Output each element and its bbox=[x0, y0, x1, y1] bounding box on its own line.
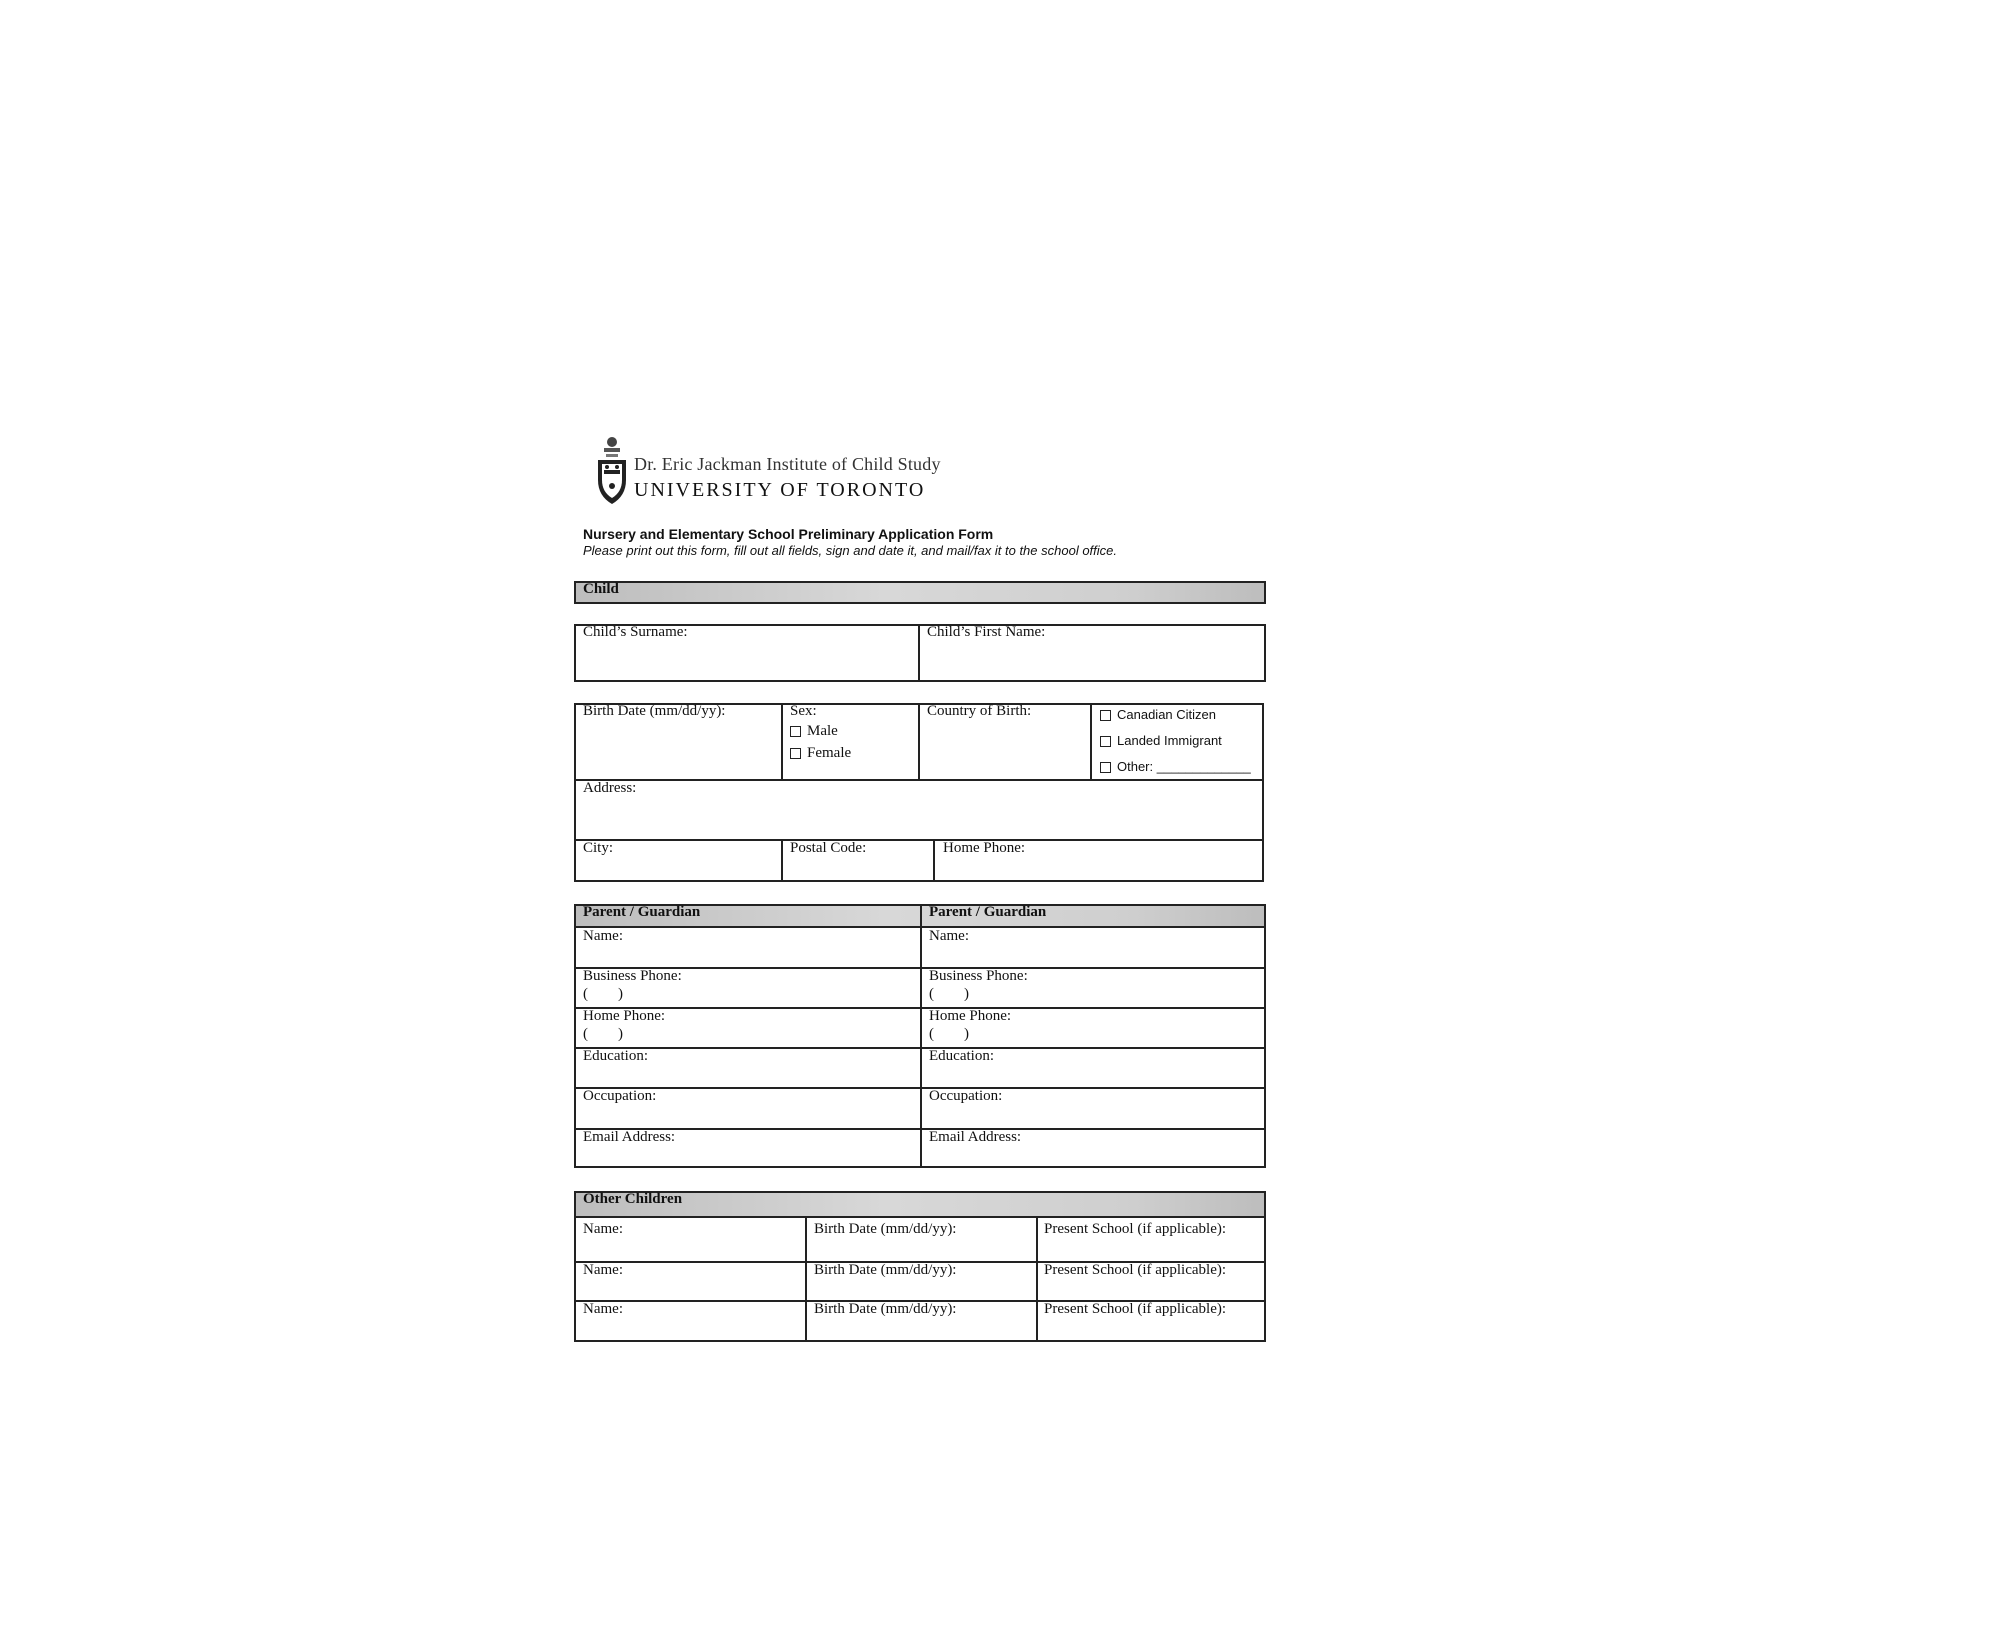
university-name: UNIVERSITY OF TORONTO bbox=[634, 479, 926, 501]
parent2-header: Parent / Guardian bbox=[929, 904, 1047, 920]
other-child2-school-field[interactable]: Present School (if applicable): bbox=[1044, 1262, 1227, 1278]
checkbox-icon[interactable] bbox=[790, 726, 801, 737]
other-child1-birth-date-field[interactable]: Birth Date (mm/dd/yy): bbox=[814, 1221, 957, 1237]
sex-female-option[interactable] bbox=[790, 745, 851, 762]
child-birth-date-field[interactable]: Birth Date (mm/dd/yy): bbox=[583, 703, 726, 719]
parent1-occupation-field[interactable]: Occupation: bbox=[583, 1088, 657, 1104]
parent2-business-area-code: ( ) bbox=[929, 986, 969, 1002]
checkbox-icon[interactable] bbox=[1100, 762, 1111, 773]
child-first-name-field[interactable]: Child’s First Name: bbox=[927, 624, 1046, 640]
canadian-citizen-option[interactable] bbox=[1100, 707, 1216, 722]
parent2-email-field[interactable]: Email Address: bbox=[929, 1129, 1022, 1145]
parent1-home-area-code: ( ) bbox=[583, 1026, 623, 1042]
other-child2-name-field[interactable]: Name: bbox=[583, 1262, 623, 1278]
other-child3-school-field[interactable]: Present School (if applicable): bbox=[1044, 1301, 1227, 1317]
male-label: Male bbox=[807, 723, 838, 739]
female-label: Female bbox=[807, 745, 852, 761]
parent1-name-field[interactable]: Name: bbox=[583, 928, 623, 944]
institute-name: Dr. Eric Jackman Institute of Child Study bbox=[634, 454, 941, 474]
form-instructions: Please print out this form, fill out all fields, sign and date it, and mail/fax it to the school office. bbox=[583, 543, 1117, 558]
parent1-email-field[interactable]: Email Address: bbox=[583, 1129, 676, 1145]
child-home-phone-field[interactable]: Home Phone: bbox=[943, 840, 1026, 856]
parent2-education-field[interactable]: Education: bbox=[929, 1048, 994, 1064]
other-child3-birth-date-field[interactable]: Birth Date (mm/dd/yy): bbox=[814, 1301, 957, 1317]
other-child2-birth-date-field[interactable]: Birth Date (mm/dd/yy): bbox=[814, 1262, 957, 1278]
sex-male-option[interactable] bbox=[790, 723, 838, 740]
other-child1-name-field[interactable]: Name: bbox=[583, 1221, 623, 1237]
canadian-citizen-label: Canadian Citizen bbox=[1117, 707, 1217, 722]
other-child3-name-field[interactable]: Name: bbox=[583, 1301, 623, 1317]
child-section-header bbox=[574, 581, 1266, 604]
country-of-birth-field[interactable]: Country of Birth: bbox=[927, 703, 1032, 719]
parent2-home-phone-field[interactable]: Home Phone: bbox=[929, 1008, 1012, 1024]
parent1-business-phone-field[interactable]: Business Phone: bbox=[583, 968, 682, 984]
other-status-option[interactable] bbox=[1100, 759, 1251, 774]
checkbox-icon[interactable] bbox=[1100, 710, 1111, 721]
address-field[interactable]: Address: bbox=[583, 780, 637, 796]
parent2-name-field[interactable]: Name: bbox=[929, 928, 969, 944]
checkbox-icon[interactable] bbox=[1100, 736, 1111, 747]
parent1-home-phone-field[interactable]: Home Phone: bbox=[583, 1008, 666, 1024]
other-status-label: Other: _____________ bbox=[1117, 759, 1251, 774]
child-header-label: Child bbox=[583, 581, 619, 597]
city-field[interactable]: City: bbox=[583, 840, 614, 856]
sex-label: Sex: bbox=[790, 703, 817, 719]
university-crest-icon bbox=[596, 436, 628, 506]
other-child1-school-field[interactable]: Present School (if applicable): bbox=[1044, 1221, 1227, 1237]
postal-code-field[interactable]: Postal Code: bbox=[790, 840, 867, 856]
parent2-home-area-code: ( ) bbox=[929, 1026, 969, 1042]
landed-immigrant-option[interactable] bbox=[1100, 733, 1222, 748]
checkbox-icon[interactable] bbox=[790, 748, 801, 759]
parent1-education-field[interactable]: Education: bbox=[583, 1048, 648, 1064]
other-children-header: Other Children bbox=[583, 1191, 683, 1207]
form-title: Nursery and Elementary School Preliminary Application Form bbox=[583, 526, 994, 542]
parent2-occupation-field[interactable]: Occupation: bbox=[929, 1088, 1003, 1104]
parent1-header: Parent / Guardian bbox=[583, 904, 701, 920]
landed-immigrant-label: Landed Immigrant bbox=[1117, 733, 1222, 748]
parent1-business-area-code: ( ) bbox=[583, 986, 623, 1002]
child-surname-field[interactable]: Child’s Surname: bbox=[583, 624, 688, 640]
parent2-business-phone-field[interactable]: Business Phone: bbox=[929, 968, 1028, 984]
